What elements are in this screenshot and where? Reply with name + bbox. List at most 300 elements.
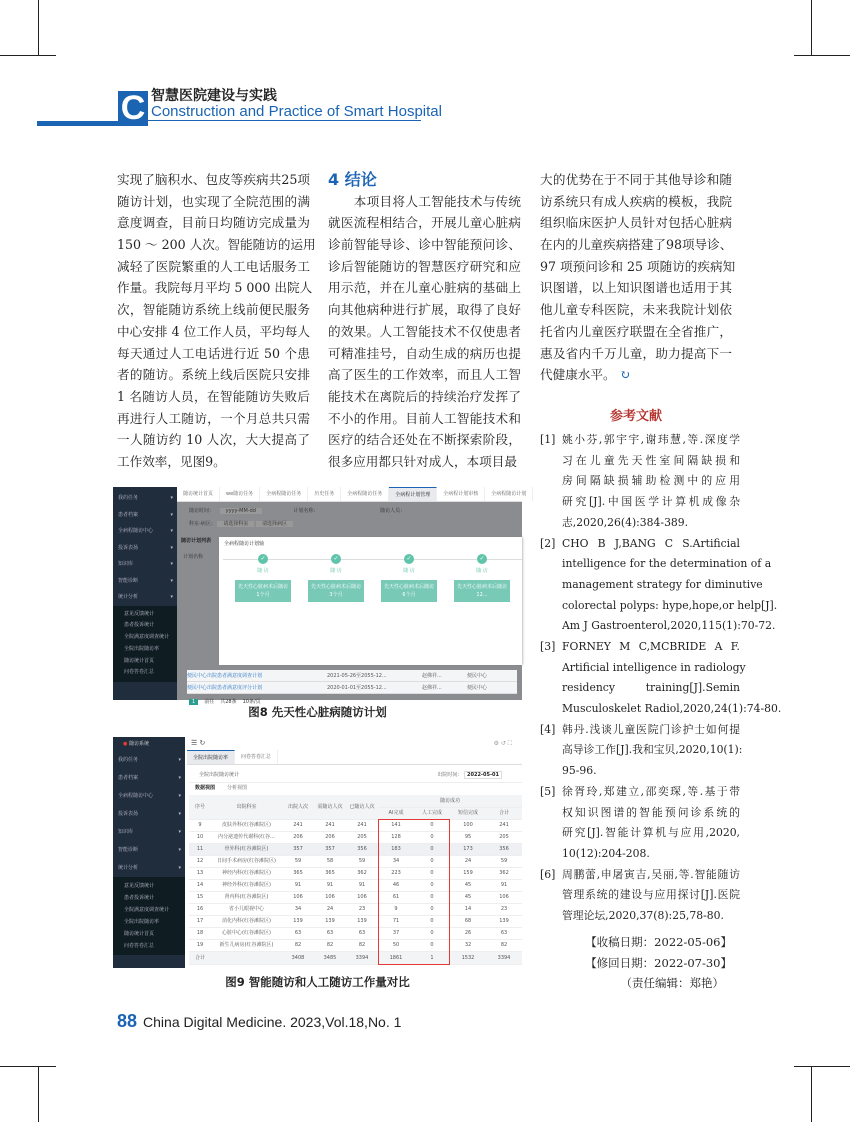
table-cell: 便民中心 — [467, 685, 488, 691]
reference-item — [540, 865, 740, 927]
submenu-item: 随访统计首页 — [124, 931, 155, 937]
table-cell: 356 — [346, 843, 378, 855]
check-icon: ✓ — [404, 554, 414, 564]
text-line: 150 ～ 200 人次。智能随访的运用 — [117, 237, 316, 253]
table-cell: 357 — [282, 843, 314, 855]
table-cell: 13 — [189, 867, 211, 879]
table-cell: 159 — [450, 867, 486, 879]
fig9-date-input: 2022-05-01 — [464, 771, 502, 779]
references-heading: 参考文献 — [609, 409, 662, 424]
submenu-item: 全院出院随访率 — [124, 919, 160, 925]
check-icon: ✓ — [258, 554, 268, 564]
column-header: AI完成 — [378, 807, 414, 819]
submenu-item: 全院满意度调查统计 — [124, 634, 170, 641]
table-cell: 11 — [189, 843, 211, 855]
table-cell: 赵佛祥... — [422, 673, 442, 679]
reference-line: 周鹏蕾,申屠寅吉,吴丽,等.智能随访 — [562, 867, 740, 881]
view-tab: 分析视图 — [227, 785, 248, 791]
reference-line: 姚小芬,郭宇宇,谢玮慧,等.深度学 — [562, 433, 740, 446]
figure-9-caption: 图9 智能随访和人工随访工作量对比 — [225, 975, 410, 989]
table-row — [189, 927, 522, 939]
table-cell: 合计 — [189, 951, 211, 964]
reference-number: [4] — [540, 722, 556, 736]
table-row — [189, 831, 522, 843]
table-cell: 34 — [282, 903, 314, 915]
table-cell: 71 — [378, 915, 414, 927]
column-header: 人工完成 — [414, 807, 450, 819]
table-cell: 14 — [450, 903, 486, 915]
table-cell: 0 — [414, 867, 450, 879]
text-line: 每天通过人工电话进行近 50 个患 — [117, 345, 310, 361]
table-row — [189, 903, 522, 915]
sidebar-submenu — [113, 877, 185, 955]
table-cell: 241 — [346, 819, 378, 831]
text-line: 医疗的结合还处在不断探索阶段， — [328, 432, 521, 448]
table-cell: 9 — [189, 819, 211, 831]
crop-mark — [794, 55, 850, 56]
column-group-header: 随访成功 — [378, 795, 522, 807]
table-cell: 106 — [314, 891, 346, 903]
sidebar-submenu — [113, 606, 177, 683]
table-cell: 95 — [450, 831, 486, 843]
pager-item: 共28条 — [220, 699, 237, 705]
highlight-box — [378, 819, 450, 965]
text-line: 诊后智能随访的智慧医疗研究和应 — [328, 258, 521, 274]
table-cell: 362 — [346, 867, 378, 879]
step-card: 先天性心脏病术后随访3个月 — [308, 580, 364, 602]
table-cell: 106 — [346, 891, 378, 903]
submenu-item: 问卷答卷汇总 — [124, 669, 155, 676]
column-header: 出院人次 — [282, 795, 314, 819]
table-cell: 34 — [378, 855, 414, 867]
sidebar-item: 投诉表扬 ▾ — [113, 805, 185, 823]
crop-mark — [811, 1066, 812, 1122]
body-column-left — [117, 169, 316, 473]
check-icon: ✓ — [331, 554, 341, 564]
fig8-col-head: 计划名称 — [183, 554, 204, 560]
table-cell: 3485 — [314, 951, 346, 964]
tab: 全院出院随访率 — [187, 750, 235, 764]
reference-item — [540, 534, 778, 637]
table-cell: 神经内科(红谷滩院区) — [211, 867, 282, 879]
table-cell: 9 — [378, 903, 414, 915]
table-cell — [211, 951, 282, 964]
table-cell: 139 — [282, 915, 314, 927]
text-line: 就医流程相结合，开展儿童心脏病 — [328, 215, 521, 231]
table-row — [189, 939, 522, 951]
sidebar-item: 统计分析 ▾ — [113, 859, 185, 877]
table-cell: 赵佛祥... — [422, 685, 442, 691]
fig8-plan-axis-modal — [219, 537, 522, 665]
table-cell: 32 — [450, 939, 486, 951]
article-dates — [540, 932, 732, 994]
table-cell: 2020-01-01至2055-12... — [327, 685, 387, 691]
tab: 全病程计划审核 — [437, 487, 485, 501]
header-rule — [148, 120, 421, 121]
table-cell: 91 — [346, 879, 378, 891]
end-mark-icon: ↻ — [619, 367, 631, 383]
table-cell: 241 — [282, 819, 314, 831]
table-cell: 106 — [486, 891, 522, 903]
fig9-tabs — [187, 750, 522, 765]
figure-9-screenshot — [113, 737, 522, 968]
text-line: 随访计划，也实现了全院范围的满 — [117, 193, 310, 209]
reference-line: Musculoskelet Radiol,2020,24(1):74-80. — [562, 702, 782, 716]
table-cell: 91 — [486, 879, 522, 891]
revised-date: 【修回日期：2022-07-30】 — [585, 955, 732, 970]
table-row — [187, 682, 517, 694]
table-cell: 15 — [189, 891, 211, 903]
section-heading: 4 结论 — [328, 170, 377, 189]
table-cell: 消化内科(红谷滩院区) — [211, 915, 282, 927]
text-line: 再进行人工随访，一个月总共只需 — [117, 410, 310, 426]
table-cell: 3408 — [282, 951, 314, 964]
text-line: 次，智能随访系统上线前便民服务 — [117, 302, 310, 318]
reference-number: [1] — [540, 433, 556, 446]
table-cell: 61 — [378, 891, 414, 903]
table-cell: 便民中心出院患者满意度评分计划 — [187, 685, 263, 691]
table-cell: 68 — [450, 915, 486, 927]
table-cell: 肾内科(红谷滩院区) — [211, 891, 282, 903]
table-cell: 17 — [189, 915, 211, 927]
reference-number: [2] — [540, 536, 556, 550]
sidebar-item: 统计分析 ▾ — [113, 589, 177, 606]
fig8-filter-plan: 计划名称： — [293, 508, 319, 514]
table-cell: 0 — [414, 939, 450, 951]
total-row — [189, 951, 522, 964]
table-cell: 0 — [414, 855, 450, 867]
table-row — [189, 855, 522, 867]
fig8-date-input: yyyy-MM-dd — [220, 508, 262, 514]
submenu-item: 问卷答卷汇总 — [124, 943, 155, 949]
reference-line: 10(12):204-208. — [562, 846, 650, 860]
table-row — [189, 843, 522, 855]
sidebar-item: 智能诊断 ▾ — [113, 573, 177, 590]
table-cell: 0 — [414, 843, 450, 855]
reference-item — [540, 720, 743, 782]
table-cell: 便民中心 — [467, 673, 488, 679]
step-card: 先天性心脏病术后随访12... — [454, 580, 510, 602]
table-cell: 45 — [450, 879, 486, 891]
table-cell: 0 — [414, 819, 450, 831]
table-cell: 59 — [346, 855, 378, 867]
text-line: 惠及省内千万儿童，助力提高下一 — [540, 345, 732, 361]
table-cell: 141 — [378, 819, 414, 831]
reference-line: FORNEY M C,MCBRIDE A F. — [562, 640, 740, 653]
table-cell: 206 — [314, 831, 346, 843]
text-line: 大的优势在于不同于其他导诊和随 — [540, 172, 732, 187]
table-cell: 16 — [189, 903, 211, 915]
table-cell: 19 — [189, 939, 211, 951]
fig8-ward-select: 请选择病区 — [256, 521, 293, 527]
text-line: 本项目将人工智能技术与传统 — [328, 193, 521, 209]
reference-line: 95-96. — [562, 764, 597, 778]
text-line: 向其他病种进行扩展，取得了良好 — [328, 302, 521, 318]
reference-line: 权知识图谱的智能预问诊系统的 — [562, 805, 740, 819]
reference-line: Artificial intelligence in radiology — [562, 660, 746, 674]
text-line: 意度调查，目前日均随访完成量为 — [117, 215, 310, 231]
table-cell: 23 — [486, 903, 522, 915]
table-cell: 356 — [486, 843, 522, 855]
table-cell: 10 — [189, 831, 211, 843]
fig8-sidebar — [113, 487, 177, 700]
tab: 问卷答卷汇总 — [235, 750, 278, 764]
table-cell: 2021-05-26至2055-12... — [327, 673, 387, 679]
table-cell: 省小儿眼视中心 — [211, 903, 282, 915]
sidebar-item: 投诉表扬 ▾ — [113, 540, 177, 557]
table-cell: 便民中心出院患者满意度调查计划 — [187, 673, 263, 679]
tab: 全病程计划管理 — [389, 487, 437, 501]
reference-line: 研究[J].智能计算机与应用,2020, — [562, 826, 740, 840]
fig9-date-label: 出院时间： — [437, 772, 463, 778]
view-tab: 数据视图 — [195, 785, 216, 791]
table-cell: 59 — [282, 855, 314, 867]
fig8-filter-time: 随访时间： — [189, 508, 215, 514]
table-cell: 14 — [189, 879, 211, 891]
table-cell: 内分泌遗传代谢科(红谷... — [211, 831, 282, 843]
fig8-tabs — [177, 487, 527, 502]
editor: （责任编辑：郑艳） — [620, 976, 724, 991]
reference-line: 研究[J].中国医学计算机成像杂 — [562, 495, 740, 509]
column-header: 已随访人次 — [346, 795, 378, 819]
fig8-dept-select: 请选择科室 — [217, 521, 254, 527]
page-number: 88 — [117, 1011, 138, 1031]
table-cell: 91 — [282, 879, 314, 891]
table-row — [189, 891, 522, 903]
reference-line: 韩丹.浅谈儿童医院门诊护士如何提 — [562, 722, 740, 736]
column-header: 序号 — [189, 795, 211, 819]
submenu-item: 全院出院随访率 — [124, 645, 160, 652]
step-tag: 随 访 — [476, 568, 488, 574]
tab: 随访统计首页 — [177, 487, 220, 501]
table-cell: 63 — [282, 927, 314, 939]
section-title-en: Construction and Practice of Smart Hospital — [151, 103, 442, 120]
table-cell: 1532 — [450, 951, 486, 964]
reference-line: 管理系统的建设与应用探讨[J].医院 — [562, 888, 740, 902]
table-cell: 23 — [346, 903, 378, 915]
column-header: 需随访人次 — [314, 795, 346, 819]
timeline-step — [229, 554, 297, 602]
received-date: 【收稿日期：2022-05-06】 — [585, 935, 732, 949]
table-cell: 24 — [450, 855, 486, 867]
text-line: 他儿童专科医院，未来我院计划依 — [540, 302, 732, 318]
column-header: 出院科室 — [211, 795, 282, 819]
journal-citation: China Digital Medicine. 2023,Vol.18,No. 1 — [143, 1014, 402, 1030]
text-line: 代健康水平。 — [540, 367, 616, 383]
table-cell: 24 — [314, 903, 346, 915]
sidebar-item: 我的任务 ▾ — [113, 751, 185, 769]
body-column-right — [540, 169, 736, 386]
table-cell: 365 — [314, 867, 346, 879]
fig9-stats-table — [189, 795, 522, 965]
text-line: 组织临床医护人员针对包括心脏病 — [540, 215, 732, 231]
table-cell: 100 — [450, 819, 486, 831]
table-cell: 3394 — [486, 951, 522, 964]
table-row — [189, 867, 522, 879]
section-title-cn: 智慧医院建设与实践 — [151, 88, 277, 104]
fig8-filter-person: 随访人员： — [380, 508, 406, 514]
column-header: 合计 — [486, 807, 522, 819]
fig8-list-title: 随访计划列表 — [181, 538, 212, 544]
submenu-item: 全院满意度调查统计 — [124, 907, 170, 913]
reference-line: 高导诊工作[J].我和宝贝,2020,10(1): — [562, 743, 743, 757]
text-line: 高了医生的工作效率，而且人工智 — [328, 367, 521, 383]
text-line: 诊前智能导诊、诊中智能预问诊、 — [328, 237, 521, 253]
table-cell: 1 — [414, 951, 450, 964]
sidebar-item: 全病程随访中心 ▾ — [113, 787, 185, 805]
timeline-step — [302, 554, 370, 602]
table-cell: 日间手术病房(红谷滩院区) — [211, 855, 282, 867]
crop-mark — [38, 1066, 39, 1122]
table-cell: 241 — [314, 819, 346, 831]
tab: we随访任务 — [220, 487, 260, 501]
text-line: 访系统只有成人疾病的模板，我院 — [540, 193, 732, 209]
figure-8-screenshot — [113, 487, 527, 705]
pager-item: 10条/页 — [242, 699, 261, 705]
text-line: 托省内儿童医疗联盟在全省推广， — [540, 323, 732, 339]
table-cell: 0 — [414, 831, 450, 843]
reference-item — [540, 430, 740, 533]
table-cell: 58 — [314, 855, 346, 867]
table-cell: 心脏中心(红谷滩院区) — [211, 927, 282, 939]
sidebar-item: 全病程随访中心 ▾ — [113, 523, 177, 540]
table-cell: 241 — [486, 819, 522, 831]
table-cell: 63 — [314, 927, 346, 939]
sidebar-item: 知识库 ▾ — [113, 556, 177, 573]
table-cell: 205 — [346, 831, 378, 843]
text-line: 工作效率，见图9。 — [117, 453, 226, 469]
column-header: 短信完成 — [450, 807, 486, 819]
body-column-middle — [328, 169, 521, 473]
table-cell: 82 — [314, 939, 346, 951]
sidebar-item: 患者档案 ▾ — [113, 769, 185, 787]
table-cell: 皮肤外科(红谷滩院区) — [211, 819, 282, 831]
table-cell: 59 — [486, 855, 522, 867]
crop-mark — [794, 1066, 850, 1067]
text-line: 在内的儿童疾病搭建了98项导诊、 — [540, 237, 733, 253]
table-row — [189, 819, 522, 831]
reference-line: residency training[J].Semin — [562, 681, 740, 695]
text-line: 的效果。人工智能技术不仅使患者 — [328, 323, 521, 339]
pager-item: 1 — [189, 699, 198, 705]
fig9-sidebar — [113, 737, 185, 968]
reference-number: [3] — [540, 640, 556, 653]
reference-line: 志,2020,26(4):384-389. — [562, 515, 689, 529]
table-cell: 365 — [282, 867, 314, 879]
sidebar-item: 我的任务 ▾ — [113, 490, 177, 507]
table-cell: 0 — [414, 915, 450, 927]
text-line: 很多应用都只针对成人，本项目最 — [328, 453, 517, 469]
table-cell: 91 — [314, 879, 346, 891]
table-cell: 63 — [346, 927, 378, 939]
sidebar-item: 知识库 ▾ — [113, 823, 185, 841]
step-card: 先天性心脏病术后随访1个月 — [235, 580, 291, 602]
fig8-modal-title: 全病程随访计划轴 — [224, 541, 265, 547]
text-line: 不小的作用。目前人工智能技术和 — [328, 410, 521, 426]
timeline-step — [375, 554, 443, 602]
text-line: 1 名随访人员，在智能随访失败后 — [117, 388, 310, 404]
app-logo-icon: ● — [123, 741, 128, 747]
reference-line: management strategy for diminutive — [562, 577, 763, 591]
figure-8-caption: 图8 先天性心脏病随访计划 — [248, 705, 387, 719]
crop-mark — [0, 1066, 56, 1067]
fig9-app-name: 随访系统 — [128, 741, 149, 747]
fig8-filter-dept: 科室-病区： — [189, 521, 216, 527]
table-cell: 0 — [414, 903, 450, 915]
table-cell: 50 — [378, 939, 414, 951]
table-cell: 新生儿病房(红谷滩院区) — [211, 939, 282, 951]
table-cell: 12 — [189, 855, 211, 867]
check-icon: ✓ — [477, 554, 487, 564]
table-cell: 37 — [378, 927, 414, 939]
timeline-step — [448, 554, 516, 602]
reference-line: 习在儿童先天性室间隔缺损和 — [562, 453, 740, 467]
reference-item — [540, 637, 782, 720]
table-cell: 139 — [314, 915, 346, 927]
reference-line: CHO B J,BANG C S.Artificial — [562, 536, 740, 550]
text-line: 作量。我院每月平均 5 000 出院人 — [117, 280, 313, 296]
step-tag: 随 访 — [403, 568, 415, 574]
tab: 历史任务 — [308, 487, 341, 501]
table-cell: 82 — [346, 939, 378, 951]
journal-logo: C — [118, 91, 148, 125]
table-cell: 223 — [378, 867, 414, 879]
table-cell: 128 — [378, 831, 414, 843]
table-cell: 26 — [450, 927, 486, 939]
tab: 全病程随访计划 — [485, 487, 533, 501]
reference-line: 房间隔缺损辅助检测中的应用 — [562, 474, 740, 488]
text-line: 者的随访。系统上线后医院只安排 — [117, 367, 310, 383]
text-line: 可精准挂号，自动生成的病历也提 — [328, 345, 521, 361]
reference-line: 管理论坛,2020,37(8):25,78-80. — [562, 909, 724, 923]
submenu-item: 随访统计首页 — [124, 657, 155, 664]
table-cell: 18 — [189, 927, 211, 939]
table-cell: 205 — [486, 831, 522, 843]
table-cell: 3394 — [346, 951, 378, 964]
text-line: 中心安排 4 位工作人员，平均每人 — [117, 323, 310, 339]
text-line: 减轻了医院繁重的人工电话服务工 — [117, 258, 310, 274]
table-cell: 106 — [282, 891, 314, 903]
pager-item: 前往 — [204, 699, 215, 705]
toolbar-icons: ⚙ ↺ ⛶ — [493, 740, 512, 747]
sidebar-item: 患者档案 ▾ — [113, 507, 177, 524]
reference-line: intelligence for the determination of a — [562, 557, 772, 571]
page-footer — [117, 1011, 401, 1032]
table-cell: 0 — [414, 927, 450, 939]
tab: 全病程随访任务 — [341, 487, 389, 501]
crop-mark — [38, 0, 39, 56]
table-cell: 1861 — [378, 951, 414, 964]
text-line: 识图谱，以上知识图谱也适用于其 — [540, 280, 732, 296]
table-cell: 63 — [486, 927, 522, 939]
submenu-item: 意见反馈统计 — [124, 883, 155, 889]
submenu-item: 患者投诉统计 — [124, 622, 155, 629]
table-cell: 82 — [486, 939, 522, 951]
reference-line: Am J Gastroenterol,2020,115(1):70-72. — [562, 619, 776, 633]
text-line: 一人随访约 10 人次，大大提高了 — [117, 432, 310, 448]
table-cell: 骨外科(红谷滩院区) — [211, 843, 282, 855]
submenu-item: 患者投诉统计 — [124, 895, 155, 901]
table-cell: 神经外科(红谷滩院区) — [211, 879, 282, 891]
text-line: 97 项预问诊和 25 项随访的疾病知 — [540, 258, 736, 274]
text-line: 能技术在离院后的持续治疗发挥了 — [328, 388, 521, 404]
reference-number: [5] — [540, 784, 556, 798]
table-cell: 362 — [486, 867, 522, 879]
table-row — [187, 670, 517, 682]
table-row — [189, 879, 522, 891]
menu-icon: ☰ ↻ — [191, 739, 206, 747]
tab: 全病程随访任务 — [260, 487, 308, 501]
